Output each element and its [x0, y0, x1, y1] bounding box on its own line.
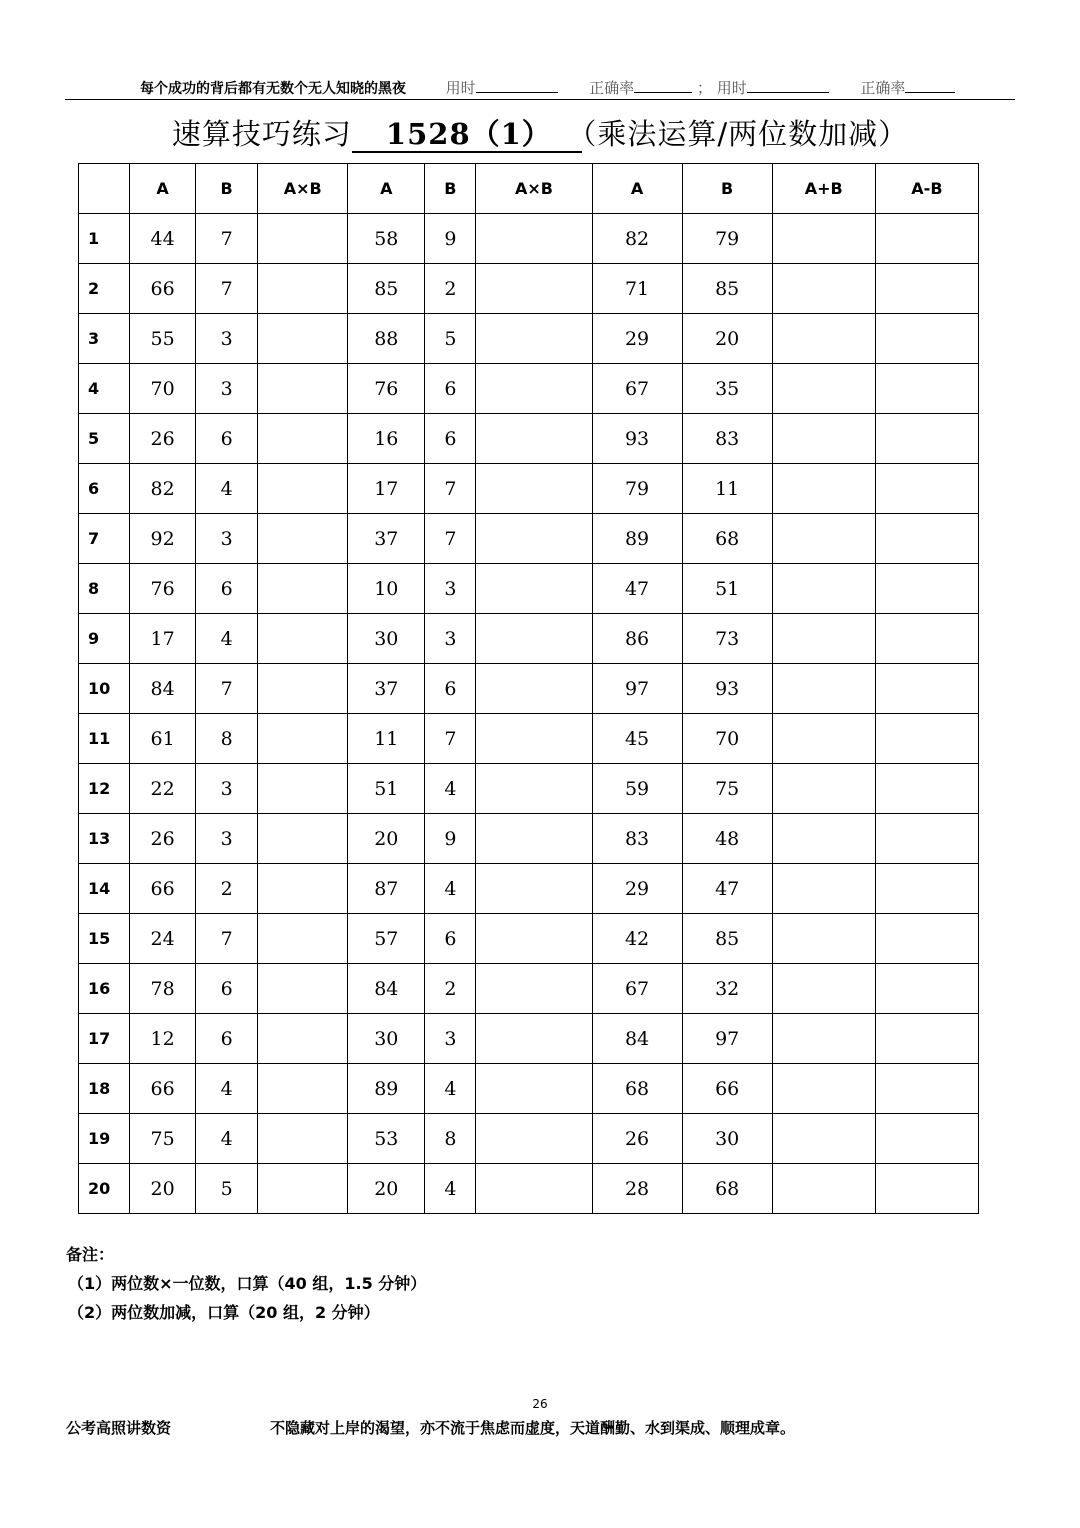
cell-a2: 20 — [348, 814, 425, 864]
title-suffix: （乘法运算/两位数加减） — [581, 117, 909, 151]
answer-cell-diff[interactable] — [875, 514, 978, 564]
cell-b3: 75 — [682, 764, 772, 814]
cell-a2: 20 — [348, 1164, 425, 1214]
answer-cell-product2[interactable] — [476, 214, 592, 264]
cell-b2: 7 — [425, 714, 476, 764]
cell-index: 15 — [79, 914, 130, 964]
answer-cell-diff[interactable] — [875, 664, 978, 714]
cell-a1: 24 — [130, 914, 196, 964]
answer-cell-product1[interactable] — [258, 964, 348, 1014]
cell-a1: 78 — [130, 964, 196, 1014]
cell-index: 3 — [79, 314, 130, 364]
cell-a1: 82 — [130, 464, 196, 514]
cell-a3: 68 — [592, 1064, 682, 1114]
cell-b3: 47 — [682, 864, 772, 914]
table-row — [79, 914, 979, 964]
cell-b1: 5 — [196, 1164, 258, 1214]
table-row — [79, 514, 979, 564]
cell-a2: 58 — [348, 214, 425, 264]
answer-cell-product2[interactable] — [476, 364, 592, 414]
cell-a1: 66 — [130, 1064, 196, 1114]
cell-a1: 61 — [130, 714, 196, 764]
cell-b1: 8 — [196, 714, 258, 764]
cell-index: 14 — [79, 864, 130, 914]
table-row — [79, 864, 979, 914]
cell-index: 12 — [79, 764, 130, 814]
answer-cell-product1[interactable] — [258, 664, 348, 714]
cell-b3: 79 — [682, 214, 772, 264]
table-row — [79, 564, 979, 614]
cell-b1: 7 — [196, 664, 258, 714]
answer-cell-product2[interactable] — [476, 814, 592, 864]
practice-table — [78, 163, 979, 1214]
answer-cell-sum[interactable] — [772, 614, 875, 664]
cell-a3: 93 — [592, 414, 682, 464]
cell-b2: 5 — [425, 314, 476, 364]
cell-b3: 68 — [682, 514, 772, 564]
cell-a3: 67 — [592, 364, 682, 414]
answer-cell-diff[interactable] — [875, 964, 978, 1014]
cell-b2: 3 — [425, 1014, 476, 1064]
cell-b2: 3 — [425, 564, 476, 614]
answer-cell-product1[interactable] — [258, 264, 348, 314]
answer-cell-product2[interactable] — [476, 664, 592, 714]
answer-cell-product1[interactable] — [258, 364, 348, 414]
answer-cell-product1[interactable] — [258, 214, 348, 264]
header-cell-a2: A — [348, 164, 425, 214]
cell-b1: 4 — [196, 1114, 258, 1164]
cell-a2: 30 — [348, 1014, 425, 1064]
cell-b1: 3 — [196, 764, 258, 814]
answer-cell-sum[interactable] — [772, 414, 875, 464]
table-row — [79, 464, 979, 514]
answer-cell-sum[interactable] — [772, 764, 875, 814]
cell-index: 6 — [79, 464, 130, 514]
cell-a1: 70 — [130, 364, 196, 414]
cell-b3: 85 — [682, 264, 772, 314]
cell-a1: 55 — [130, 314, 196, 364]
answer-cell-sum[interactable] — [772, 1114, 875, 1164]
answer-cell-product1[interactable] — [258, 764, 348, 814]
page-number: 26 — [532, 1397, 548, 1411]
table-row — [79, 1014, 979, 1064]
cell-b3: 11 — [682, 464, 772, 514]
answer-cell-sum[interactable] — [772, 864, 875, 914]
answer-cell-sum[interactable] — [772, 1014, 875, 1064]
cell-b1: 6 — [196, 1014, 258, 1064]
cell-a2: 37 — [348, 514, 425, 564]
cell-a1: 66 — [130, 864, 196, 914]
cell-b2: 9 — [425, 214, 476, 264]
cell-a2: 17 — [348, 464, 425, 514]
answer-cell-sum[interactable] — [772, 814, 875, 864]
table-row — [79, 964, 979, 1014]
answer-cell-diff[interactable] — [875, 714, 978, 764]
answer-cell-product2[interactable] — [476, 1114, 592, 1164]
cell-a1: 22 — [130, 764, 196, 814]
time-label-1: 用时 — [445, 79, 476, 97]
answer-cell-product2[interactable] — [476, 914, 592, 964]
cell-b2: 7 — [425, 464, 476, 514]
header-cell-b1: B — [196, 164, 258, 214]
answer-cell-sum[interactable] — [772, 564, 875, 614]
table-row — [79, 1164, 979, 1214]
cell-b1: 2 — [196, 864, 258, 914]
time-blank-2[interactable] — [747, 78, 829, 93]
table-row — [79, 764, 979, 814]
cell-b1: 7 — [196, 264, 258, 314]
cell-b1: 3 — [196, 314, 258, 364]
answer-cell-diff[interactable] — [875, 1164, 978, 1214]
cell-a2: 51 — [348, 764, 425, 814]
answer-cell-sum[interactable] — [772, 1164, 875, 1214]
answer-cell-product2[interactable] — [476, 1164, 592, 1214]
header-cell-diff: A-B — [875, 164, 978, 214]
answer-cell-product1[interactable] — [258, 1164, 348, 1214]
answer-cell-diff[interactable] — [875, 1114, 978, 1164]
cell-a1: 92 — [130, 514, 196, 564]
cell-b1: 4 — [196, 464, 258, 514]
table-row — [79, 664, 979, 714]
table-row — [79, 714, 979, 764]
answer-cell-product1[interactable] — [258, 1064, 348, 1114]
time-blank-1[interactable] — [476, 78, 558, 93]
cell-b3: 20 — [682, 314, 772, 364]
cell-index: 8 — [79, 564, 130, 614]
cell-a3: 89 — [592, 514, 682, 564]
table-row — [79, 414, 979, 464]
cell-index: 11 — [79, 714, 130, 764]
answer-cell-diff[interactable] — [875, 864, 978, 914]
accuracy-blank-2[interactable] — [905, 78, 955, 93]
answer-cell-product1[interactable] — [258, 614, 348, 664]
cell-index: 18 — [79, 1064, 130, 1114]
header-separator: ； — [696, 79, 712, 97]
answer-cell-diff[interactable] — [875, 764, 978, 814]
answer-cell-product2[interactable] — [476, 1014, 592, 1064]
cell-index: 13 — [79, 814, 130, 864]
table-row — [79, 614, 979, 664]
cell-b2: 8 — [425, 1114, 476, 1164]
notes-line-2: （2）两位数加减，口算（20 组，2 分钟） — [68, 1303, 380, 1322]
cell-b2: 6 — [425, 914, 476, 964]
table-row — [79, 314, 979, 364]
title-number: 1528（1） — [352, 117, 582, 153]
cell-a2: 57 — [348, 914, 425, 964]
answer-cell-product1[interactable] — [258, 814, 348, 864]
accuracy-label-1: 正确率 — [589, 79, 635, 97]
cell-b3: 93 — [682, 664, 772, 714]
cell-b2: 4 — [425, 764, 476, 814]
cell-a1: 20 — [130, 1164, 196, 1214]
cell-b2: 7 — [425, 514, 476, 564]
answer-cell-diff[interactable] — [875, 464, 978, 514]
cell-a1: 75 — [130, 1114, 196, 1164]
notes-heading: 备注： — [66, 1245, 115, 1264]
cell-index: 17 — [79, 1014, 130, 1064]
answer-cell-product2[interactable] — [476, 864, 592, 914]
table-row — [79, 814, 979, 864]
cell-b1: 3 — [196, 814, 258, 864]
table-row — [79, 1114, 979, 1164]
answer-cell-sum[interactable] — [772, 664, 875, 714]
answer-cell-product1[interactable] — [258, 914, 348, 964]
answer-cell-diff[interactable] — [875, 614, 978, 664]
cell-index: 16 — [79, 964, 130, 1014]
answer-cell-product1[interactable] — [258, 514, 348, 564]
cell-a3: 29 — [592, 314, 682, 364]
cell-b1: 6 — [196, 964, 258, 1014]
answer-cell-sum[interactable] — [772, 914, 875, 964]
answer-cell-product2[interactable] — [476, 764, 592, 814]
answer-cell-diff[interactable] — [875, 364, 978, 414]
cell-a2: 30 — [348, 614, 425, 664]
answer-cell-product2[interactable] — [476, 514, 592, 564]
notes-section — [66, 1240, 426, 1327]
footer-left-text: 公考高照讲数资 — [66, 1419, 172, 1437]
answer-cell-sum[interactable] — [772, 214, 875, 264]
cell-b1: 6 — [196, 414, 258, 464]
answer-cell-product1[interactable] — [258, 464, 348, 514]
cell-b3: 73 — [682, 614, 772, 664]
cell-a2: 37 — [348, 664, 425, 714]
cell-b2: 6 — [425, 364, 476, 414]
header-cell-product2: A×B — [476, 164, 592, 214]
answer-cell-diff[interactable] — [875, 564, 978, 614]
cell-b3: 68 — [682, 1164, 772, 1214]
cell-a3: 26 — [592, 1114, 682, 1164]
answer-cell-diff[interactable] — [875, 814, 978, 864]
cell-b1: 4 — [196, 614, 258, 664]
cell-b3: 97 — [682, 1014, 772, 1064]
answer-cell-diff[interactable] — [875, 1064, 978, 1114]
notes-line-1: （1）两位数×一位数，口算（40 组，1.5 分钟） — [68, 1274, 427, 1293]
cell-a3: 47 — [592, 564, 682, 614]
cell-index: 1 — [79, 214, 130, 264]
answer-cell-product2[interactable] — [476, 714, 592, 764]
answer-cell-product1[interactable] — [258, 1114, 348, 1164]
header-cell-a1: A — [130, 164, 196, 214]
answer-cell-sum[interactable] — [772, 314, 875, 364]
cell-index: 19 — [79, 1114, 130, 1164]
cell-b2: 4 — [425, 1064, 476, 1114]
cell-a1: 76 — [130, 564, 196, 614]
answer-cell-diff[interactable] — [875, 1014, 978, 1064]
cell-b3: 30 — [682, 1114, 772, 1164]
cell-a2: 16 — [348, 414, 425, 464]
cell-a1: 17 — [130, 614, 196, 664]
cell-b2: 9 — [425, 814, 476, 864]
answer-cell-diff[interactable] — [875, 314, 978, 364]
table-row — [79, 1064, 979, 1114]
answer-cell-product1[interactable] — [258, 714, 348, 764]
header-cell-product1: A×B — [258, 164, 348, 214]
cell-index: 4 — [79, 364, 130, 414]
header-line — [140, 77, 1020, 99]
cell-index: 2 — [79, 264, 130, 314]
cell-index: 20 — [79, 1164, 130, 1214]
answer-cell-sum[interactable] — [772, 364, 875, 414]
cell-b1: 6 — [196, 564, 258, 614]
cell-a3: 67 — [592, 964, 682, 1014]
cell-a3: 79 — [592, 464, 682, 514]
cell-b2: 4 — [425, 864, 476, 914]
answer-cell-product1[interactable] — [258, 414, 348, 464]
page-title — [0, 112, 1080, 153]
cell-a1: 26 — [130, 414, 196, 464]
cell-b3: 35 — [682, 364, 772, 414]
cell-index: 5 — [79, 414, 130, 464]
cell-index: 7 — [79, 514, 130, 564]
header-motto: 每个成功的背后都有无数个无人知晓的黑夜 — [140, 81, 406, 97]
cell-b1: 7 — [196, 214, 258, 264]
cell-a2: 84 — [348, 964, 425, 1014]
cell-b3: 70 — [682, 714, 772, 764]
table-row — [79, 264, 979, 314]
cell-a3: 45 — [592, 714, 682, 764]
accuracy-blank-1[interactable] — [634, 78, 692, 93]
cell-b1: 7 — [196, 914, 258, 964]
accuracy-label-2: 正确率 — [860, 79, 906, 97]
table-row — [79, 364, 979, 414]
answer-cell-sum[interactable] — [772, 964, 875, 1014]
cell-a3: 29 — [592, 864, 682, 914]
cell-a2: 85 — [348, 264, 425, 314]
answer-cell-diff[interactable] — [875, 914, 978, 964]
table-header-row — [79, 164, 979, 214]
cell-index: 9 — [79, 614, 130, 664]
header-rule — [65, 99, 1015, 100]
answer-cell-product2[interactable] — [476, 564, 592, 614]
cell-a2: 53 — [348, 1114, 425, 1164]
answer-cell-sum[interactable] — [772, 264, 875, 314]
cell-a3: 42 — [592, 914, 682, 964]
cell-a1: 66 — [130, 264, 196, 314]
cell-a3: 71 — [592, 264, 682, 314]
cell-a2: 11 — [348, 714, 425, 764]
answer-cell-sum[interactable] — [772, 714, 875, 764]
answer-cell-product2[interactable] — [476, 414, 592, 464]
answer-cell-product2[interactable] — [476, 464, 592, 514]
cell-b1: 4 — [196, 1064, 258, 1114]
cell-a3: 82 — [592, 214, 682, 264]
cell-b2: 2 — [425, 964, 476, 1014]
cell-b2: 6 — [425, 414, 476, 464]
cell-b3: 85 — [682, 914, 772, 964]
cell-a3: 97 — [592, 664, 682, 714]
answer-cell-diff[interactable] — [875, 414, 978, 464]
cell-b3: 66 — [682, 1064, 772, 1114]
answer-cell-sum[interactable] — [772, 514, 875, 564]
answer-cell-product2[interactable] — [476, 964, 592, 1014]
cell-b3: 83 — [682, 414, 772, 464]
answer-cell-product1[interactable] — [258, 864, 348, 914]
table-body — [79, 214, 979, 1214]
cell-a3: 28 — [592, 1164, 682, 1214]
cell-a2: 10 — [348, 564, 425, 614]
answer-cell-product1[interactable] — [258, 564, 348, 614]
cell-a1: 84 — [130, 664, 196, 714]
answer-cell-sum[interactable] — [772, 464, 875, 514]
footer-right-text: 不隐藏对上岸的渴望，亦不流于焦虑而虚度，天道酬勤、水到渠成、顺理成章。 — [270, 1419, 796, 1437]
cell-a3: 83 — [592, 814, 682, 864]
cell-index: 10 — [79, 664, 130, 714]
cell-b2: 4 — [425, 1164, 476, 1214]
cell-b3: 51 — [682, 564, 772, 614]
cell-b2: 6 — [425, 664, 476, 714]
cell-a3: 84 — [592, 1014, 682, 1064]
cell-a1: 44 — [130, 214, 196, 264]
time-label-2: 用时 — [716, 79, 747, 97]
table-row — [79, 214, 979, 264]
cell-a2: 88 — [348, 314, 425, 364]
cell-b2: 3 — [425, 614, 476, 664]
cell-a3: 86 — [592, 614, 682, 664]
answer-cell-product2[interactable] — [476, 314, 592, 364]
cell-a1: 26 — [130, 814, 196, 864]
answer-cell-diff[interactable] — [875, 214, 978, 264]
cell-a2: 87 — [348, 864, 425, 914]
cell-a2: 89 — [348, 1064, 425, 1114]
cell-a2: 76 — [348, 364, 425, 414]
header-cell-b2: B — [425, 164, 476, 214]
cell-b3: 48 — [682, 814, 772, 864]
answer-cell-product1[interactable] — [258, 1014, 348, 1064]
header-cell-b3: B — [682, 164, 772, 214]
answer-cell-product2[interactable] — [476, 264, 592, 314]
answer-cell-product1[interactable] — [258, 314, 348, 364]
cell-b1: 3 — [196, 364, 258, 414]
cell-b3: 32 — [682, 964, 772, 1014]
answer-cell-sum[interactable] — [772, 1064, 875, 1114]
header-cell-a3: A — [592, 164, 682, 214]
header-cell-index — [79, 164, 130, 214]
cell-b2: 2 — [425, 264, 476, 314]
header-cell-sum: A+B — [772, 164, 875, 214]
answer-cell-product2[interactable] — [476, 1064, 592, 1114]
cell-a1: 12 — [130, 1014, 196, 1064]
answer-cell-product2[interactable] — [476, 614, 592, 664]
cell-a3: 59 — [592, 764, 682, 814]
cell-b1: 3 — [196, 514, 258, 564]
title-prefix: 速算技巧练习 — [171, 117, 352, 151]
answer-cell-diff[interactable] — [875, 264, 978, 314]
